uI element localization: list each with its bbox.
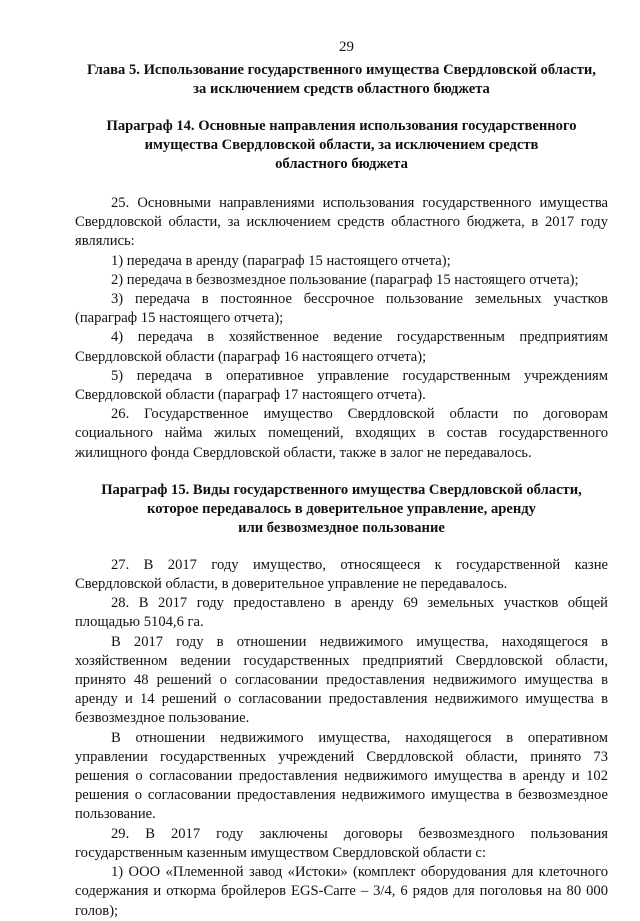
section-28-paragraph: В 2017 году в отношении недвижимого имущества, находящегося в хозяйственном ведении государственных предприятий Свердловской области, принято 48 решений о согласовании предоставления недвижимого имущества в аренду и 14 решений о согласовании предоставления недвижимого имущества в безвозмездное пользование. xyxy=(75,633,608,727)
list-item: 1) ООО «Племенной завод «Истоки» (комплект оборудования для клеточного содержания и откорма бройлеров EGS-Carre – 3/4, 6 рядов для поголовья на 80 000 голов); xyxy=(75,864,608,919)
section-25-intro: 25. Основными направлениями использования государственного имущества Свердловской области, за исключением средств областного бюджета, в 2017 году являлись: xyxy=(75,195,608,250)
chapter-heading xyxy=(75,61,608,99)
chapter-heading-line: за исключением средств областного бюджета xyxy=(193,81,490,97)
section-28-paragraph: 28. В 2017 году предоставлено в аренду 69 земельных участков общей площадью 5104,6 га. xyxy=(75,595,608,631)
paragraph-14-heading xyxy=(75,117,608,174)
section-29-intro: 29. В 2017 году заключены договоры безвозмездного пользования государственным казенным имуществом Свердловской области с: xyxy=(75,825,608,861)
paragraph-heading-line: или безвозмездное пользование xyxy=(238,519,445,536)
paragraph-heading-line: которое передавалось в доверительное управление, аренду xyxy=(147,500,536,517)
page-number: 29 xyxy=(339,39,354,55)
section-28-paragraph: В отношении недвижимого имущества, находящегося в оперативном управлении государственных учреждений Свердловской области, принято 73 решения о согласовании предоставления недвижимого имущества в аренду и 102 решения о согласовании предоставления недвижимого имущества в безвозмездное пользование. xyxy=(75,729,608,823)
paragraph-15-heading xyxy=(75,481,608,538)
list-item: 1) передача в аренду (параграф 15 настоящего отчета); xyxy=(111,252,451,269)
list-item: 4) передача в хозяйственное ведение государственным предприятиям Свердловской области (параграф 16 настоящего отчета); xyxy=(75,329,608,365)
paragraph-heading-line: областного бюджета xyxy=(275,156,408,172)
paragraph-heading-line: Параграф 14. Основные направления использования государственного xyxy=(106,118,577,134)
section-26: 26. Государственное имущество Свердловской области по договорам социального найма жилых помещений, входящих в состав государственного жилищного фонда Свердловской области, также в залог не передавалось. xyxy=(75,406,608,461)
list-item: 3) передача в постоянное бессрочное пользование земельных участков (параграф 15 настоящего отчета); xyxy=(75,291,608,327)
paragraph-heading-line: имущества Свердловской области, за исключением средств xyxy=(144,137,539,153)
list-item: 2) передача в безвозмездное пользование (параграф 15 настоящего отчета); xyxy=(111,271,579,288)
chapter-heading-line: Глава 5. Использование государственного имущества Свердловской области, xyxy=(87,62,596,78)
section-27: 27. В 2017 году имущество, относящееся к государственной казне Свердловской области, в доверительное управление не передавалось. xyxy=(75,556,608,593)
paragraph-heading-line: Параграф 15. Виды государственного имущества Свердловской области, xyxy=(101,481,582,498)
list-item: 5) передача в оперативное управление государственным учреждениям Свердловской области (параграф 17 настоящего отчета). xyxy=(75,367,608,404)
